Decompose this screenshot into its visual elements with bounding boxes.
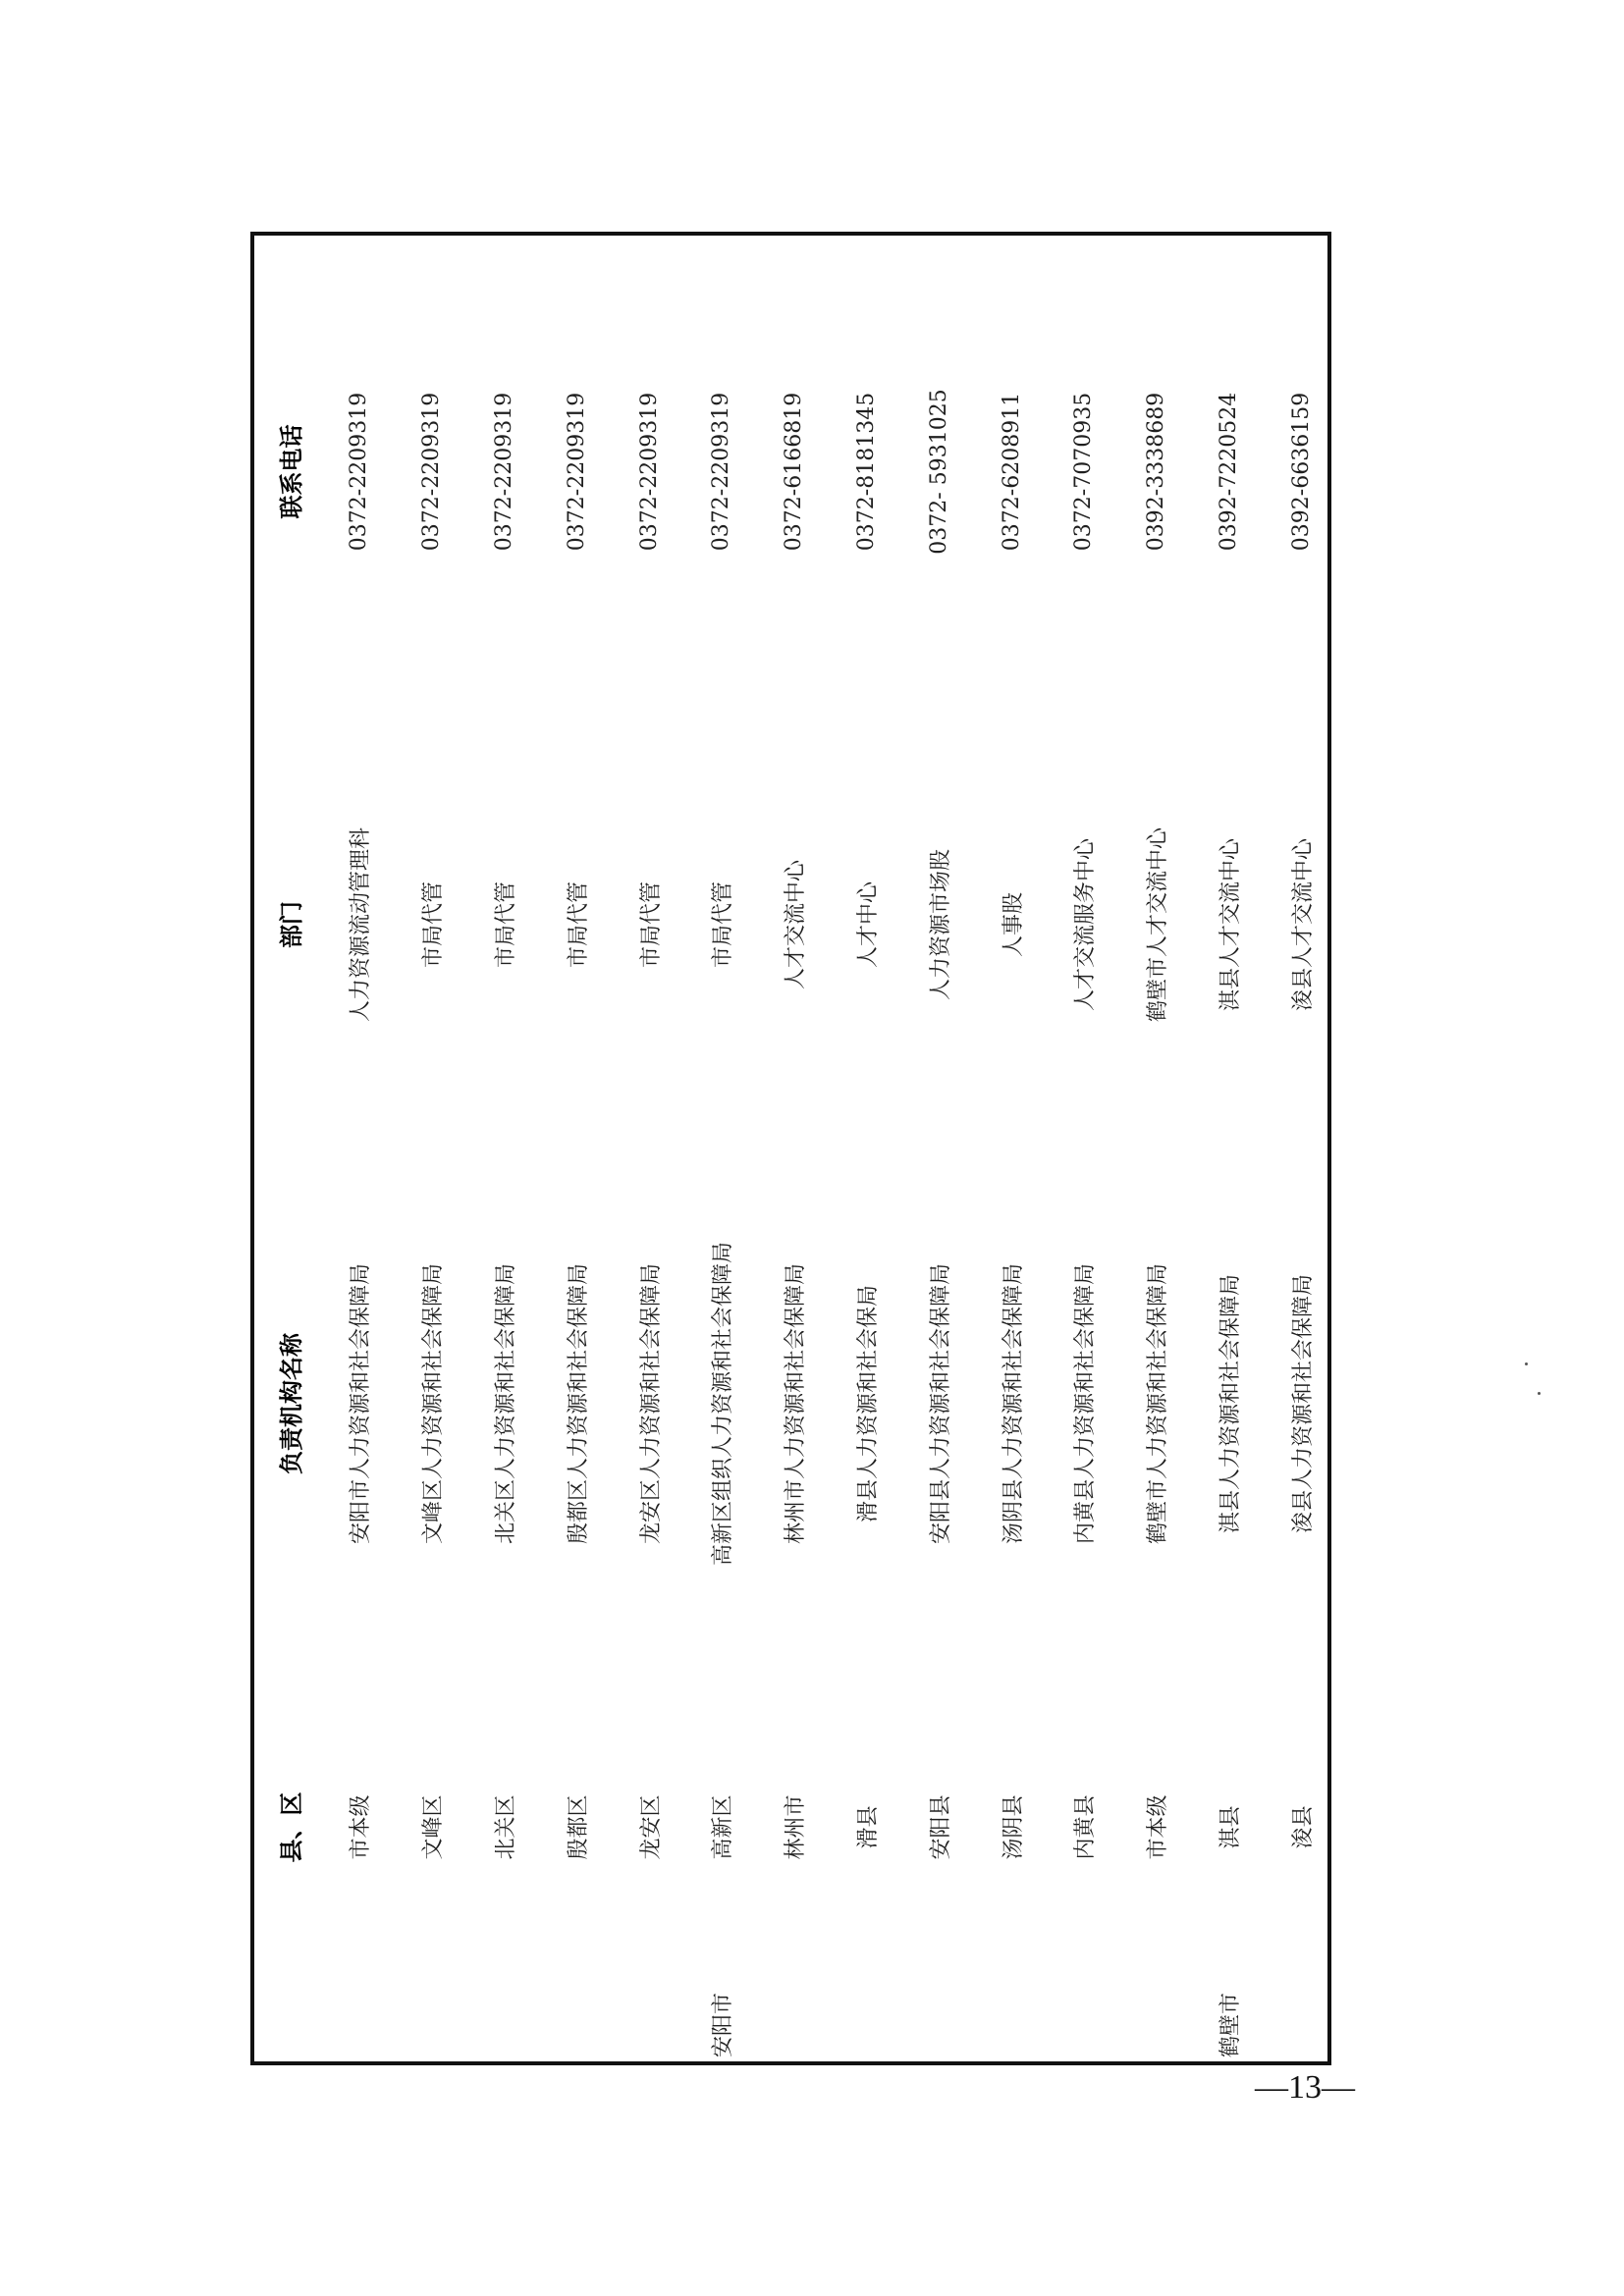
phone-cell: 0372-7070935 [1071,392,1097,552]
phone-cell: 0392-3338689 [1144,392,1169,552]
agency-cell: 滑县人力资源和社会保局 [855,1285,881,1523]
agency-cell: 汤阴县人力资源和社会保障局 [1001,1263,1026,1545]
header-phone: 联系电话 [276,424,305,519]
district-cell: 北关区 [493,1794,518,1860]
agency-cell: 龙安区人力资源和社会保障局 [638,1263,664,1545]
agency-cell: 文峰区人力资源和社会保障局 [421,1263,447,1545]
district-cell: 内黄县 [1073,1794,1099,1860]
department-cell: 浚县人才交流中心 [1290,838,1316,1012]
agency-cell: 安阳县人力资源和社会保障局 [928,1263,953,1545]
scan-speck [1538,1392,1541,1395]
department-cell: 人才交流服务中心 [1073,838,1099,1012]
department-cell: 市局代管 [421,881,447,969]
district-cell: 文峰区 [421,1794,447,1860]
agency-cell: 北关区人力资源和社会保障局 [493,1263,518,1545]
phone-cell: 0392-7220524 [1216,392,1241,552]
agency-cell: 殷都区人力资源和社会保障局 [566,1263,591,1545]
phone-cell: 0372-2209319 [419,392,445,552]
department-cell: 市局代管 [638,881,664,969]
district-cell: 市本级 [1146,1794,1171,1860]
phone-cell: 0372-6208911 [999,392,1024,552]
phone-cell: 0372-2209319 [709,392,734,552]
phone-cell: 0372-2209319 [564,392,589,552]
city-cell: 鹤壁市 [1218,1993,1243,2058]
department-cell: 市局代管 [493,881,518,969]
department-cell: 人力资源市场股 [928,849,953,1001]
phone-cell: 0372- 5931025 [926,389,951,555]
district-cell: 殷都区 [566,1794,591,1860]
contact-table [250,232,1331,2065]
phone-cell: 0372-2209319 [636,392,662,552]
district-cell: 安阳县 [928,1794,953,1860]
city-cell: 安阳市 [711,1993,736,2058]
agency-cell: 内黄县人力资源和社会保障局 [1073,1263,1099,1545]
district-cell: 滑县 [855,1805,881,1849]
district-cell: 汤阴县 [1001,1794,1026,1860]
agency-cell: 林州市人力资源和社会保障局 [784,1263,809,1545]
phone-cell: 0372-8181345 [853,392,879,552]
agency-cell: 安阳市人力资源和社会保障局 [349,1263,374,1545]
department-cell: 市局代管 [711,881,736,969]
scan-speck [1525,1362,1528,1365]
header-agency: 负责机构名称 [276,1333,305,1474]
header-department: 部门 [276,901,305,948]
phone-cell: 0372-2209319 [347,392,372,552]
district-cell: 淇县 [1218,1805,1243,1849]
agency-cell: 鹤壁市人力资源和社会保障局 [1146,1263,1171,1545]
department-cell: 淇县人才交流中心 [1218,838,1243,1012]
department-cell: 人事股 [1001,892,1026,958]
phone-cell: 0372-2209319 [491,392,516,552]
department-cell: 鹤壁市人才交流中心 [1146,828,1171,1023]
district-cell: 高新区 [711,1794,736,1860]
district-cell: 林州市 [784,1794,809,1860]
phone-cell: 0392-6636159 [1288,392,1314,552]
district-cell: 市本级 [349,1794,374,1860]
district-cell: 浚县 [1290,1805,1316,1849]
department-cell: 人力资源流动管理科 [349,828,374,1023]
department-cell: 市局代管 [566,881,591,969]
header-district: 县、区 [276,1791,305,1863]
phone-cell: 0372-6166819 [782,392,807,552]
department-cell: 人才中心 [855,881,881,969]
agency-cell: 淇县人力资源和社会保障局 [1218,1274,1243,1534]
header-city [254,1989,323,2061]
district-cell: 龙安区 [638,1794,664,1860]
department-cell: 人才交流中心 [784,860,809,990]
page-number: —13— [1255,2069,1355,2106]
agency-cell: 浚县人力资源和社会保障局 [1290,1274,1316,1534]
agency-cell: 高新区组织人力资源和社会保障局 [711,1242,736,1567]
